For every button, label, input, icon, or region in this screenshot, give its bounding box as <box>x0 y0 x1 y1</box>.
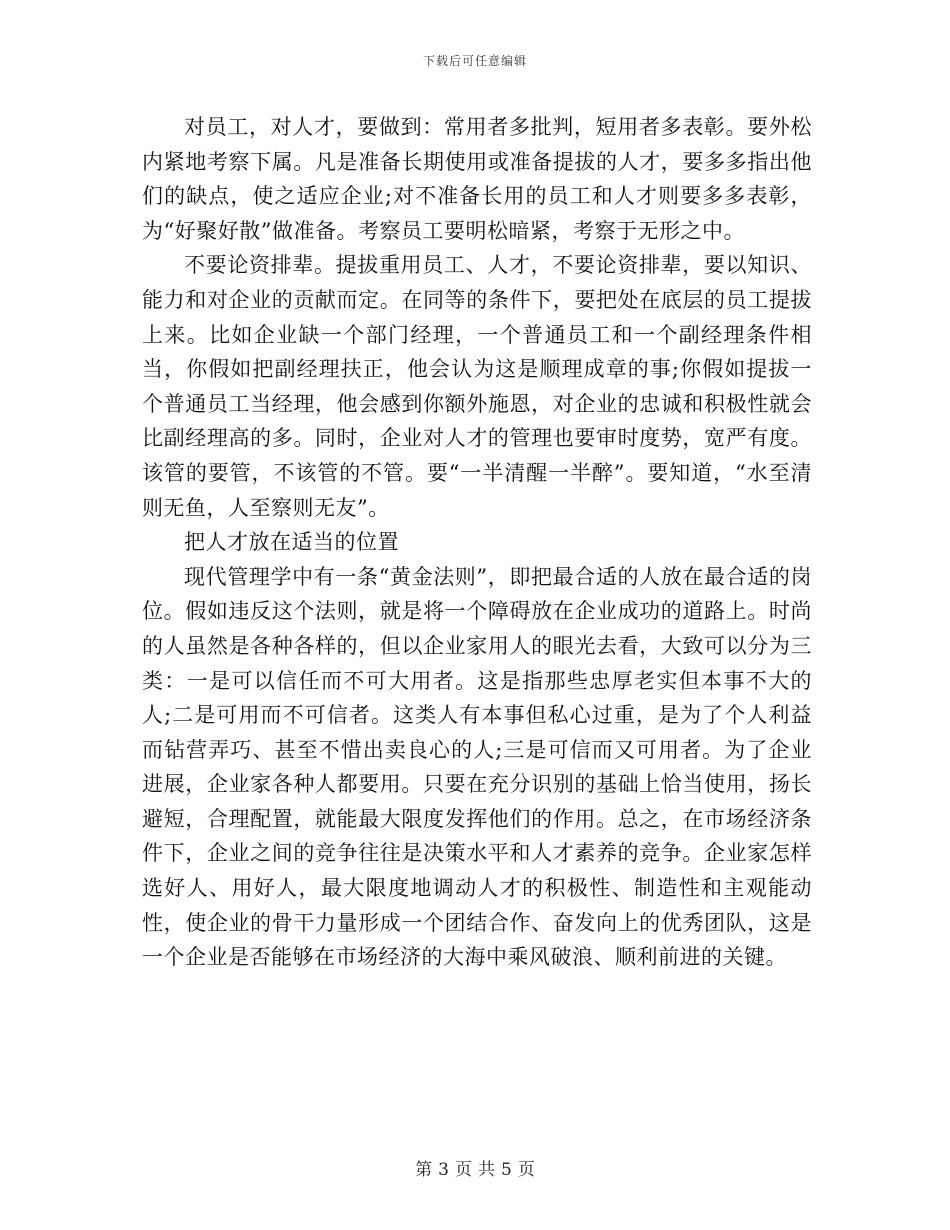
footer-current-page: 3 <box>438 1160 449 1180</box>
footer-total-pages: 5 <box>501 1160 512 1180</box>
footer-page-word: 页 <box>455 1160 472 1180</box>
footer-prefix: 第 <box>415 1160 433 1180</box>
paragraph-no-seniority: 不要论资排辈。提拔重用员工、人才，不要论资排辈，要以知识、能力和对企业的贡献而定。在同等的条件下，要把处在底层的员工提拔上来。比如企业缺一个部门经理，一个普通员工和一个副经理条件相当，你假如把副经理扶正，他会认为这是顺理成章的事;你假如提拔一个普通员工当经理，他会感到你额外施恩，对企业的忠诚和积极性就会比副经理高的多。同时，企业对人才的管理也要审时度势，宽严有度。该管的要管，不该管的不管。要“一半清醒一半醉”。要知道，“水至清则无鱼，人至察则无友”。 <box>142 253 812 520</box>
paragraph-evaluate-staff: 对员工，对人才，要做到：常用者多批判，短用者多表彰。要外松内紧地考察下属。凡是准备长期使用或准备提拔的人才，要多多指出他们的缺点，使之适应企业;对不准备长用的员工和人才则要多多表彰，为“好聚好散”做准备。考察员工要明松暗紧，考察于无形之中。 <box>142 115 812 243</box>
paragraph-golden-rule: 现代管理学中有一条“黄金法则”，即把最合适的人放在最合适的岗位。假如违反这个法则，就是将一个障碍放在企业成功的道路上。时尚的人虽然是各种各样的，但以企业家用人的眼光去看，大致可以分为三类：一是可以信任而不可大用者。这是指那些忠厚老实但本事不大的人;二是可用而不可信者。这类人有本事但私心过重，是为了个人利益而钻营弄巧、甚至不惜出卖良心的人;三是可信而又可用者。为了企业进展，企业家各种人都要用。只要在充分识别的基础上恰当使用，扬长避短，合理配置，就能最大限度发挥他们的作用。总之，在市场经济条件下，企业之间的竞争往往是决策水平和人才素养的竞争。企业家怎样选好人、用好人，最大限度地调动人才的积极性、制造性和主观能动性，使企业的骨干力量形成一个团结合作、奋发向上的优秀团队，这是一个企业是否能够在市场经济的大海中乘风破浪、顺利前进的关键。 <box>142 564 812 970</box>
section-heading-right-position: 把人才放在适当的位置 <box>184 530 399 555</box>
footer-suffix: 页 <box>517 1160 535 1180</box>
document-body <box>142 110 812 975</box>
footer-total-word: 共 <box>478 1160 495 1180</box>
page-footer <box>0 1155 950 1180</box>
page-header: 下载后可任意编辑 <box>422 54 527 68</box>
